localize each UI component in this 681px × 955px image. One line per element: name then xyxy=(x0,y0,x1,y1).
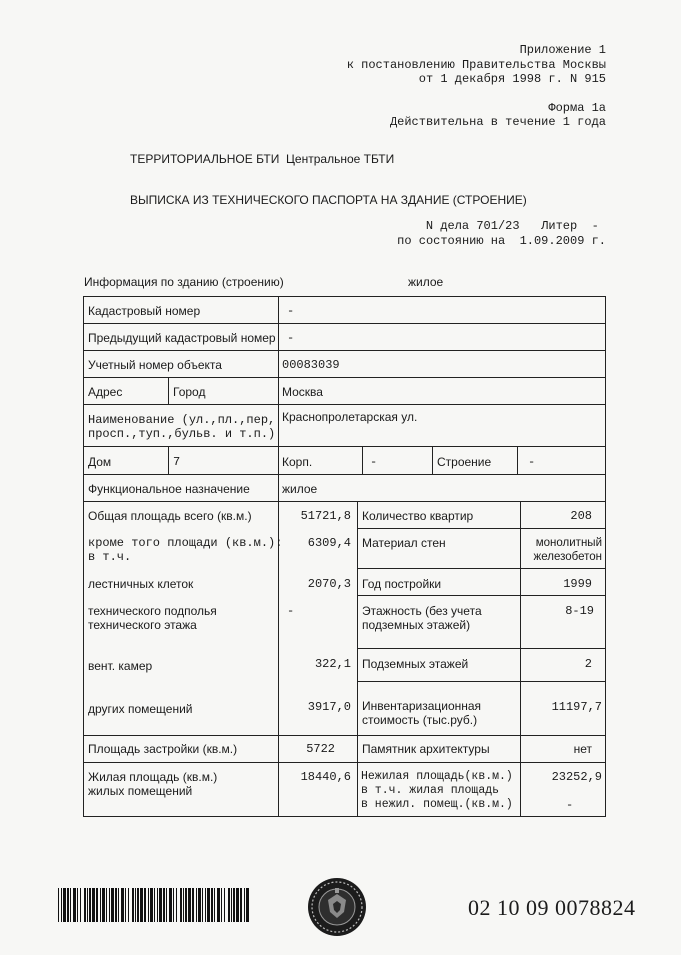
street-label-line-2: просп.,туп.,бульв. и т.п.) xyxy=(88,427,276,441)
inv-label-line-1: Инвентаризационная xyxy=(362,699,482,713)
account-value: 00083039 xyxy=(282,358,340,372)
asof-label: по состоянию на xyxy=(397,234,506,248)
other-label: других помещений xyxy=(88,702,193,716)
besides-label-line-1: кроме того площади (кв.м.): xyxy=(88,536,283,550)
tech-label-line-2: технического этажа xyxy=(88,618,197,632)
decree-line-1: к постановлению Правительства Москвы xyxy=(346,57,606,72)
inv-value: 11197,7 xyxy=(551,700,602,714)
info-label: Информация по зданию (строению) xyxy=(84,275,284,289)
bti-line xyxy=(130,152,394,166)
korp-label: Корп. xyxy=(282,455,313,469)
cadastral-label: Кадастровый номер xyxy=(88,304,201,318)
bti-label: ТЕРРИТОРИАЛЬНОЕ БТИ xyxy=(130,152,280,166)
total-area-label: Общая площадь всего (кв.м.) xyxy=(88,509,252,523)
besides-label-line-2: в т.ч. xyxy=(88,550,132,564)
moscow-emblem-icon xyxy=(306,876,368,938)
purpose-value: жилое xyxy=(282,482,318,496)
validity-label: Действительна в течение 1 года xyxy=(389,115,606,129)
vent-value: 322,1 xyxy=(314,657,351,671)
besides-value: 6309,4 xyxy=(307,536,351,550)
street-label-line-1: Наименование (ул.,пл.,пер, xyxy=(88,413,276,427)
prev-cadastral-value: - xyxy=(287,331,295,345)
living-label xyxy=(88,770,217,798)
other-value: 3917,0 xyxy=(307,700,351,714)
serial-number: 02 10 09 0078824 xyxy=(468,895,636,920)
nonliving-value-2: - xyxy=(566,798,574,812)
city-label: Город xyxy=(173,385,206,399)
tech-value: - xyxy=(287,604,295,618)
address-label: Адрес xyxy=(88,385,123,399)
flats-value: 208 xyxy=(570,509,592,523)
floors-label-line-2: подземных этажей) xyxy=(362,618,471,632)
inv-label-line-2: стоимость (тыс.руб.) xyxy=(362,713,478,727)
walls-value xyxy=(524,536,602,564)
underground-label: Подземных этажей xyxy=(362,657,469,671)
nonliving-label-line-2: в т.ч. жилая площадь xyxy=(361,784,500,797)
asof-date: 1.09.2009 г. xyxy=(519,234,606,248)
nonliving-label-line-3: в нежил. помещ.(кв.м.) xyxy=(361,798,513,811)
tech-label-line-1: технического подполья xyxy=(88,604,217,618)
living-label-line-2: жилых помещений xyxy=(88,784,193,798)
walls-value-line-2: железобетон xyxy=(533,551,602,563)
korp-value: - xyxy=(370,455,378,469)
street-label xyxy=(88,413,275,441)
nonliving-value-1: 23252,9 xyxy=(551,770,602,784)
appendix-label: Приложение 1 xyxy=(519,43,606,57)
house-label: Дом xyxy=(88,455,112,469)
walls-value-line-1: монолитный xyxy=(535,537,602,549)
prev-cadastral-label: Предыдущий кадастровый номер xyxy=(88,331,276,345)
case-info xyxy=(340,219,606,249)
nonliving-label xyxy=(361,770,513,812)
barcode-icon xyxy=(58,888,250,922)
built-area-label: Площадь застройки (кв.м.) xyxy=(88,742,238,756)
document-title: ВЫПИСКА ИЗ ТЕХНИЧЕСКОГО ПАСПОРТА НА ЗДАНИЕ (СТРОЕНИЕ) xyxy=(130,193,527,207)
year-value: 1999 xyxy=(563,577,592,591)
year-label: Год постройки xyxy=(362,577,442,591)
decree-line-2: от 1 декабря 1998 г. N 915 xyxy=(418,72,606,86)
account-label: Учетный номер объекта xyxy=(88,358,222,372)
living-value: 18440,6 xyxy=(300,770,351,784)
monument-value: нет xyxy=(573,742,592,756)
underground-value: 2 xyxy=(584,657,592,671)
vent-label: вент. камер xyxy=(88,659,153,673)
city-value: Москва xyxy=(282,385,323,399)
floors-label-line-1: Этажность (без учета xyxy=(362,604,482,618)
besides-label xyxy=(88,536,282,564)
bti-name: Центральное ТБТИ xyxy=(286,152,395,166)
floors-value: 8-19 xyxy=(565,604,594,618)
cadastral-value: - xyxy=(287,304,295,318)
stairs-value: 2070,3 xyxy=(307,577,351,591)
house-value: 7 xyxy=(173,455,181,469)
walls-label: Материал стен xyxy=(362,536,446,550)
built-area-value: 5722 xyxy=(306,742,335,756)
total-area-value: 51721,8 xyxy=(300,509,351,523)
nonliving-label-line-1: Нежилая площадь(кв.м.) xyxy=(361,770,513,783)
stairs-label: лестничных клеток xyxy=(88,577,194,591)
floors-label xyxy=(362,604,482,632)
living-label-line-1: Жилая площадь (кв.м.) xyxy=(88,770,218,784)
case-label: N дела xyxy=(425,219,470,233)
form-label: Форма 1а xyxy=(548,100,606,115)
flats-label: Количество квартир xyxy=(362,509,474,523)
purpose-label: Функциональное назначение xyxy=(88,482,250,496)
building-label: Строение xyxy=(437,455,492,469)
building-value: - xyxy=(528,455,536,469)
info-value: жилое xyxy=(408,275,444,289)
header-block xyxy=(320,43,606,130)
liter-value: - xyxy=(591,219,599,233)
monument-label: Памятник архитектуры xyxy=(362,742,490,756)
inv-label xyxy=(362,699,481,727)
liter-label: Литер xyxy=(541,219,578,233)
tech-label xyxy=(88,604,217,632)
street-value: Краснопролетарская ул. xyxy=(282,410,418,424)
case-number: 701/23 xyxy=(476,219,520,233)
